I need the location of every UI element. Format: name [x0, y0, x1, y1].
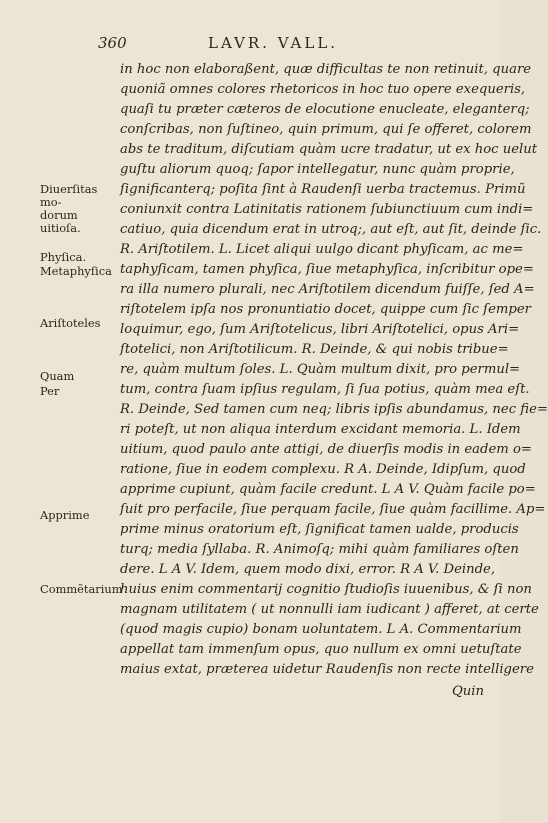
text-line: catiuo, quia dicendum erat in utroq;, aut eſt, aut ſit, deinde ſic.	[120, 222, 542, 237]
text-line: apprime cupiunt, quàm facile credunt. L A V. Quàm facile po=	[120, 482, 536, 497]
text-line: ri poteſt, ut non aliqua interdum excidant memoria. L. Idem	[120, 422, 521, 437]
catchword: Quin	[451, 684, 484, 699]
body-text	[120, 60, 548, 702]
margin-note: Quam	[40, 369, 75, 383]
margin-note: Per	[40, 384, 60, 398]
margin-note: Apprime	[40, 508, 90, 522]
text-line: R. Ariſtotilem. L. Licet aliqui uulgo dicant phyſicam, ac me=	[120, 242, 524, 257]
text-line: guſtu aliorum quoq; ſapor intellegatur, nunc quàm proprie,	[120, 162, 515, 177]
text-line: dere. L A V. Idem, quem modo dixi, error. R A V. Deinde,	[120, 562, 496, 577]
text-line: ſignificanterq; poſita ſint à Raudenſi uerba tractemus. Primũ	[120, 182, 526, 197]
margin-note: Ariſtoteles	[40, 316, 101, 330]
text-line: turq; media ſyllaba. R. Animoſq; mihi quàm familiares oſten	[120, 542, 519, 557]
text-line: appellat tam immenſum opus, quo nullum ex omni uetuſtate	[120, 642, 522, 657]
text-line: in hoc non elaboraßent, quæ difficultas te non retinuit, quare	[120, 62, 532, 77]
text-line: prime minus oratorium eſt, ſignificat tamen ualde, producis	[120, 522, 519, 537]
text-line: ſtotelici, non Ariſtotilicum. R. Deinde, & qui nobis tribue=	[120, 342, 509, 357]
text-line: magnam utilitatem ( ut nonnulli iam iudicant ) afferet, at certe	[120, 602, 539, 617]
text-line: huius enim commentarij cognitio ſtudioſis iuuenibus, & ſi non	[120, 582, 532, 597]
text-line: tum, contra ſuam ipſius regulam, ſi ſua potius, quàm mea eſt.	[120, 382, 530, 397]
margin-note: Diuerſitas mo- dorum uitioſa.	[40, 182, 98, 235]
text-line: R. Deinde, Sed tamen cum neq; libris ipſis abundamus, nec fie=	[120, 402, 548, 417]
text-line: uitium, quod paulo ante attigi, de diuerſis modis in eadem o=	[120, 442, 532, 457]
text-line: ratione, ſiue in eodem complexu. R A. Deinde, Idipſum, quod	[120, 462, 526, 477]
text-line: quaſi tu præter cæteros de elocutione enucleate, eleganterq;	[120, 102, 530, 117]
text-line: coniunxit contra Latinitatis rationem ſubiunctiuum cum indi=	[120, 202, 534, 217]
margin-note: Phyſica.	[40, 250, 87, 264]
text-line: ſuit pro perfacile, ſiue perquam facile, ſiue quàm facillime. Ap=	[120, 502, 546, 517]
text-line: (quod magis cupio) bonam uoluntatem. L A. Commentarium	[120, 622, 522, 637]
text-line: abs te traditum, diſcutiam quàm ucre tradatur, ut ex hoc uelut	[120, 142, 538, 157]
running-title: LAVR. VALL.	[208, 34, 339, 52]
text-line: loquimur, ego, ſum Ariſtotelicus, libri Ariſtotelici, opus Ari=	[120, 322, 520, 337]
text-line: quoniã omnes colores rhetoricos in hoc tuo opere exequeris,	[120, 82, 526, 97]
text-line: conſcribas, non ſuſtineo, quin primum, qui ſe offeret, colorem	[120, 122, 532, 137]
text-line: re, quàm multum ſoles. L. Quàm multum dixit, pro permul=	[120, 362, 521, 377]
text-line: maius extat, præterea uidetur Raudenſis non recte intelligere	[120, 662, 534, 677]
margin-note: Commẽtarium	[40, 582, 123, 596]
text-line: riſtotelem ipſa nos pronuntiatio docet, quippe cum ſic ſemper	[120, 302, 531, 317]
margin-note: Metaphyſica	[40, 264, 112, 278]
text-line: ra illa numero plurali, nec Ariſtotilem dicendum fuiſſe, ſed A=	[120, 282, 535, 297]
page-number: 360	[98, 34, 127, 52]
text-line: taphyſicam, tamen phyſica, ſiue metaphyſica, inſcribitur ope=	[120, 262, 534, 277]
